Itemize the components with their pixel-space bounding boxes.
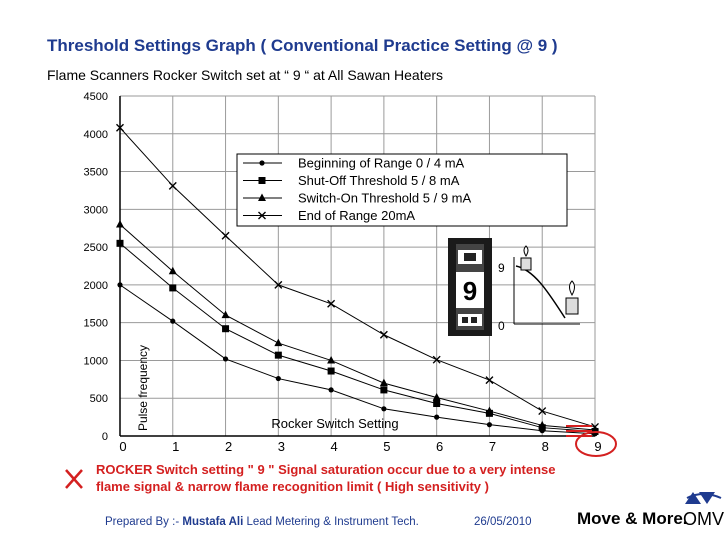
cross-icon bbox=[66, 470, 82, 488]
y-tick-label: 4500 bbox=[83, 91, 108, 103]
y-tick-label: 1500 bbox=[83, 317, 108, 330]
x-tick-label: 9 bbox=[594, 439, 602, 454]
square-marker bbox=[259, 177, 266, 184]
legend-label: Switch-On Threshold 5 / 9 mA bbox=[298, 190, 472, 206]
x-tick-label: 2 bbox=[224, 439, 233, 454]
inset-curve bbox=[516, 266, 565, 318]
chart-ticks bbox=[84, 91, 602, 454]
flame-icon-high bbox=[521, 246, 531, 270]
note-line-1: ROCKER Switch setting " 9 " Signal saturation occur due to a very intense bbox=[96, 462, 556, 477]
setting-9-highlight bbox=[566, 426, 616, 456]
footer-role: Lead Metering & Instrument Tech. bbox=[246, 516, 419, 528]
note-line-2: flame signal & narrow flame recognition limit ( High sensitivity ) bbox=[96, 479, 489, 494]
square-marker bbox=[275, 352, 282, 359]
triangle-marker bbox=[116, 220, 124, 228]
legend-label: End of Range 20mA bbox=[298, 208, 416, 223]
y-tick-label: 2000 bbox=[83, 279, 108, 292]
y-tick-label: 2500 bbox=[83, 242, 108, 255]
circle-marker bbox=[223, 356, 228, 361]
footer-prefix: Prepared By :- bbox=[105, 516, 180, 528]
circle-marker bbox=[329, 387, 334, 392]
y-axis-label: Pulse frequency bbox=[136, 344, 150, 432]
series-line bbox=[120, 285, 595, 434]
rocker-switch-digit: 9 bbox=[462, 276, 478, 306]
brand-tagline: Move & More. bbox=[577, 509, 688, 528]
x-tick-label: 3 bbox=[277, 439, 285, 454]
circle-marker bbox=[487, 422, 492, 427]
x-tick-label: 6 bbox=[436, 439, 444, 454]
rocker-switch-inset bbox=[448, 238, 580, 336]
legend-label: Beginning of Range 0 / 4 mA bbox=[298, 155, 465, 171]
square-marker bbox=[380, 386, 387, 393]
inset-label-top: 9 bbox=[498, 261, 505, 275]
legend-label: Shut-Off Threshold 5 / 8 mA bbox=[298, 173, 460, 188]
footer-author: Mustafa Ali bbox=[182, 516, 244, 528]
page-title: Threshold Settings Graph ( Conventional Practice Setting @ 9 ) bbox=[47, 36, 558, 55]
rocker-switch-bottom-window bbox=[458, 314, 482, 326]
y-tick-label: 3000 bbox=[83, 204, 108, 217]
saturation-note bbox=[66, 462, 555, 494]
footer-date: 26/05/2010 bbox=[474, 516, 532, 528]
square-marker bbox=[328, 368, 335, 375]
triangle-marker bbox=[169, 267, 177, 275]
circle-marker bbox=[170, 319, 175, 324]
circle-marker bbox=[434, 415, 439, 420]
y-tick-label: 0 bbox=[101, 431, 108, 443]
x-tick-label: 4 bbox=[330, 439, 338, 454]
x-tick-label: 8 bbox=[541, 439, 549, 454]
series-group bbox=[117, 282, 597, 436]
circle-marker bbox=[259, 160, 264, 165]
square-marker bbox=[222, 325, 229, 332]
circle-marker bbox=[117, 282, 122, 287]
y-tick-label: 500 bbox=[89, 393, 108, 406]
triangle-marker bbox=[274, 339, 282, 347]
square-marker bbox=[117, 240, 124, 247]
omv-logo-icon bbox=[683, 488, 723, 508]
square-marker bbox=[169, 284, 176, 291]
square-marker bbox=[433, 400, 440, 407]
x-tick-label: 5 bbox=[383, 439, 391, 454]
x-tick-label: 7 bbox=[488, 439, 497, 454]
y-tick-label: 4000 bbox=[83, 128, 108, 141]
circle-marker bbox=[381, 406, 386, 411]
brand-name: OMV bbox=[683, 509, 725, 529]
series-line bbox=[120, 243, 595, 431]
chart-legend bbox=[237, 154, 567, 226]
footer-credit bbox=[105, 516, 419, 528]
y-tick-label: 1000 bbox=[83, 355, 108, 368]
x-axis-label: Rocker Switch Setting bbox=[271, 416, 399, 431]
triangle-marker bbox=[222, 311, 230, 319]
x-tick-label: 0 bbox=[119, 439, 127, 454]
x-tick-label: 1 bbox=[172, 439, 180, 454]
inset-label-bottom: 0 bbox=[498, 319, 505, 333]
page-subtitle: Flame Scanners Rocker Switch set at “ 9 “ at All Sawan Heaters bbox=[47, 67, 444, 83]
flame-icon-low bbox=[566, 281, 578, 314]
circle-marker bbox=[276, 376, 281, 381]
y-tick-label: 3500 bbox=[83, 166, 108, 179]
